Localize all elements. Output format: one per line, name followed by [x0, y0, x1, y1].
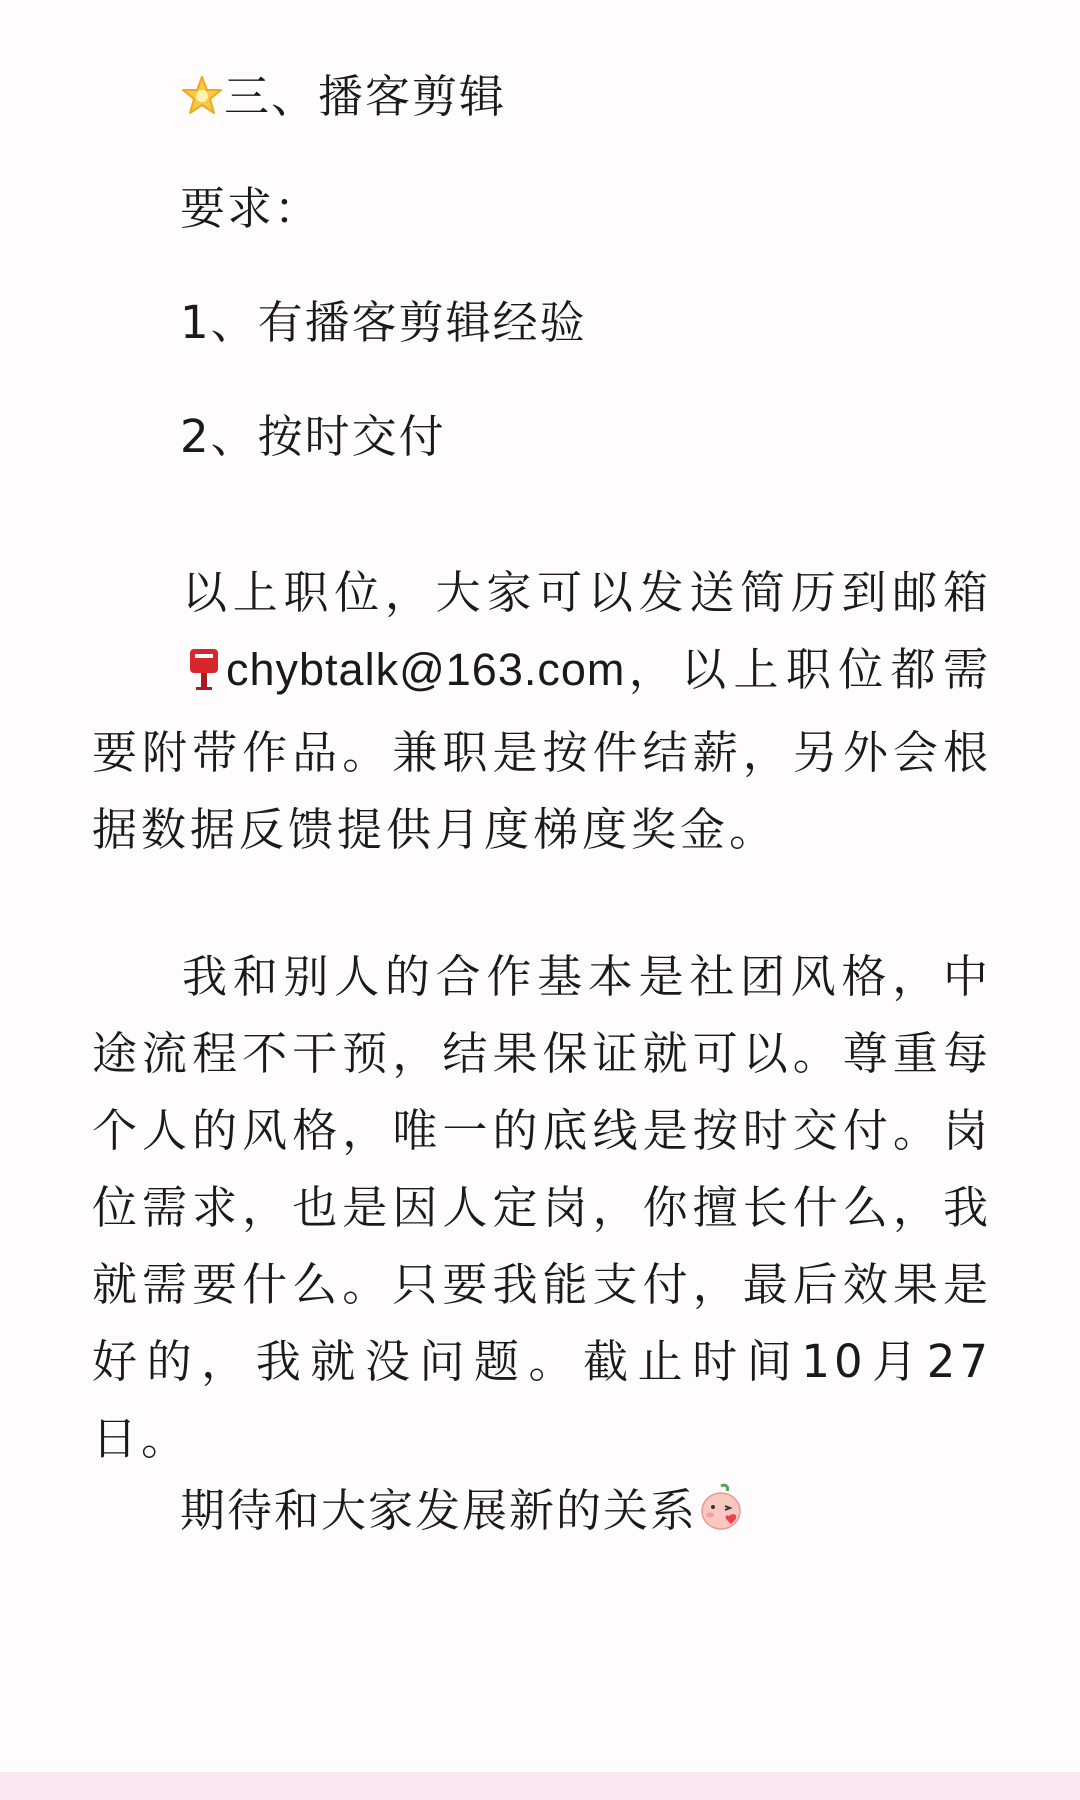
section-title: 三、播客剪辑 [224, 70, 507, 123]
blowing-kiss-peach-icon [697, 1482, 745, 1546]
email-address[interactable]: chybtalk@163.com [226, 644, 626, 695]
application-text-tail: ，以上职位都需要附带作品。兼职是按件结薪，另外会根据数据反馈提供月度梯度奖金。 [92, 643, 992, 856]
requirements-heading: 要求： [180, 182, 322, 235]
closing-text: 期待和大家发展新的关系 [180, 1484, 698, 1537]
application-paragraph [92, 554, 992, 868]
glowing-star-icon [180, 74, 224, 132]
requirement-item-2: 2、按时交付 [180, 410, 446, 463]
application-text-lead: 以上职位，大家可以发送简历到邮箱 [182, 566, 992, 619]
closing-line [180, 1482, 745, 1546]
section-heading [180, 68, 506, 132]
cooperation-paragraph: 我和别人的合作基本是社团风格，中途流程不干预，结果保证就可以。尊重每个人的风格，唯一的底线是按时交付。岗位需求，也是因人定岗，你擅长什么，我就需要什么。只要我能支付，最后效果是好的，我就没问题。截止时间10月27日。 [92, 950, 992, 1465]
postbox-icon [92, 637, 226, 714]
requirement-item-1: 1、有播客剪辑经验 [180, 296, 587, 349]
bottom-band [0, 1772, 1080, 1800]
